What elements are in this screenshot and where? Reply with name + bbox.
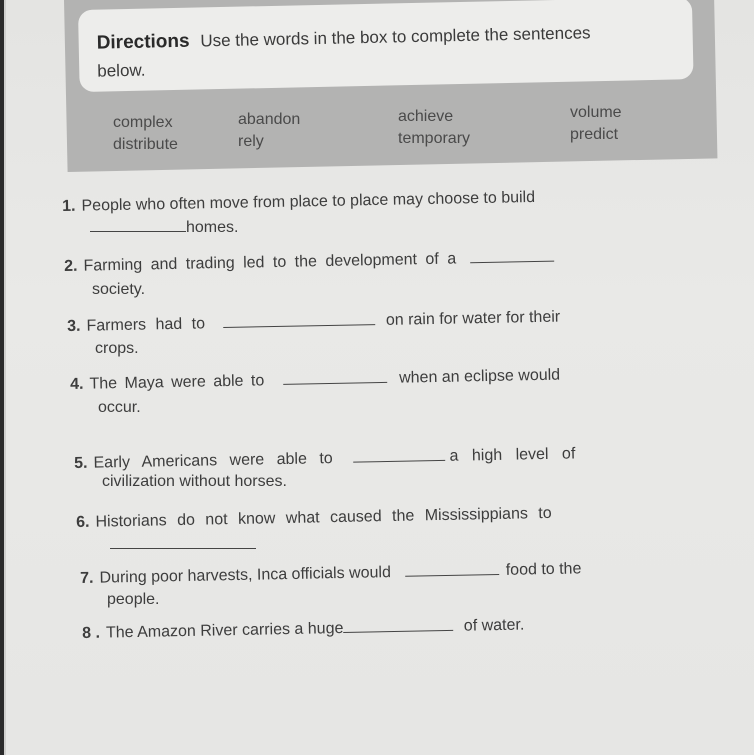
word-item: distribute [113, 136, 178, 153]
question-2: 2. Farming and trading led to the development of a [64, 247, 555, 277]
directions-text: Use the words in the box to complete the sentences [200, 23, 591, 51]
question-4: 4. The Maya were able to when an eclipse would [70, 366, 561, 393]
word-item: temporary [398, 130, 471, 147]
word-item: complex [113, 114, 173, 131]
question-6: 6. Historians do not know what caused the Mississippians to [76, 504, 552, 531]
directions-text-cont: below. [97, 60, 146, 81]
directions-box [78, 0, 694, 92]
directions-heading: Directions [96, 30, 190, 54]
question-3: 3. Farmers had to on rain for water for their [67, 308, 561, 335]
question-7: 7. During poor harvests, Inca officials would food to the [80, 560, 582, 587]
question-7-cont: people. [107, 591, 160, 608]
answer-blank[interactable] [405, 560, 499, 577]
answer-blank[interactable] [283, 368, 387, 385]
question-2-cont: society. [92, 281, 146, 298]
word-box-col1 [113, 112, 178, 156]
question-1-cont: homes. [90, 217, 238, 238]
question-8: 8 . The Amazon River carries a huge of water. [82, 616, 525, 642]
answer-blank[interactable] [343, 616, 453, 633]
word-item: volume [570, 104, 622, 121]
answer-blank[interactable] [90, 217, 186, 232]
word-item: achieve [398, 108, 454, 125]
worksheet-page [4, 0, 754, 755]
word-item: abandon [238, 111, 301, 128]
question-3-cont: crops. [95, 340, 139, 357]
question-4-cont: occur. [98, 399, 141, 416]
answer-blank[interactable] [223, 310, 375, 328]
question-5: 5. Early Americans were able to a high level of [74, 445, 576, 472]
word-item: rely [238, 133, 264, 150]
answer-blank[interactable] [110, 534, 256, 549]
word-item: predict [570, 126, 619, 143]
word-box-col4 [570, 102, 622, 146]
question-6-cont [110, 534, 256, 555]
answer-blank[interactable] [470, 247, 554, 264]
word-box-col2 [238, 109, 300, 153]
word-box-col3 [398, 106, 470, 150]
answer-blank[interactable] [353, 446, 445, 463]
question-5-cont: civilization without horses. [102, 473, 287, 490]
question-1: 1. People who often move from place to place may choose to build [62, 188, 536, 215]
